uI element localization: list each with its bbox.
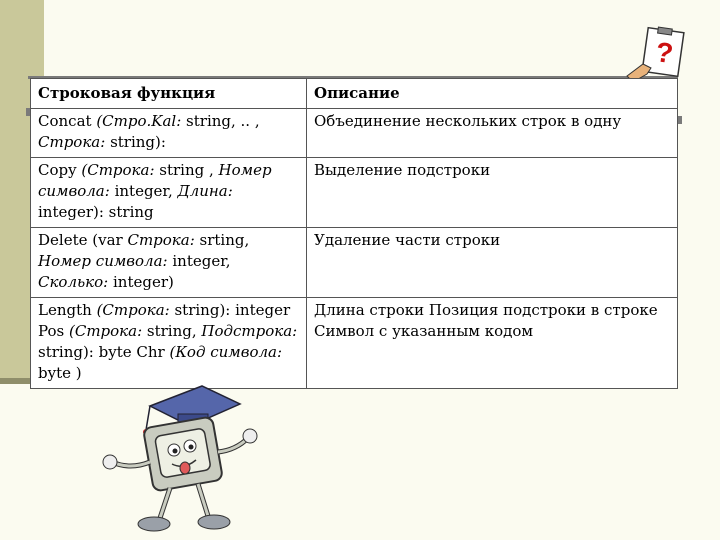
signature-fragment: srting, <box>199 231 250 249</box>
signature-fragment: Строка: <box>127 231 200 249</box>
signature-fragment: Concat <box>38 112 97 130</box>
signature-fragment: (Строка: <box>81 161 160 179</box>
table-row <box>31 109 678 158</box>
description-cell <box>307 228 678 298</box>
description-cell <box>307 109 678 158</box>
description-cell <box>307 158 678 228</box>
signature-fragment: string, .. , <box>186 112 260 130</box>
signature-fragment: integer): string <box>38 203 154 221</box>
signature-fragment: Copy <box>38 161 82 179</box>
header-function: Строковая функция <box>31 79 307 109</box>
signature-fragment: (Строка: <box>68 322 147 340</box>
signature-fragment: string, <box>146 322 202 340</box>
function-signature-cell <box>31 298 307 389</box>
description-text: Выделение подстроки <box>314 161 491 179</box>
header-description: Описание <box>307 79 678 109</box>
svg-text:?: ? <box>653 36 676 70</box>
signature-fragment: byte ) <box>38 364 82 382</box>
clipboard-question-icon <box>625 26 687 84</box>
signature-fragment: Length <box>38 301 97 319</box>
signature-fragment: string): <box>110 133 166 151</box>
description-cell <box>307 298 678 389</box>
signature-fragment: Сколько: <box>38 273 113 291</box>
signature-fragment: (Строка: <box>96 301 175 319</box>
signature-fragment: string , <box>159 161 219 179</box>
signature-fragment: Delete (var <box>38 231 128 249</box>
table-row <box>31 298 678 389</box>
description-text: Удаление части строки <box>314 231 501 249</box>
signature-fragment: Строка: <box>38 133 111 151</box>
function-signature-cell <box>31 228 307 298</box>
signature-fragment: Подстрока: <box>201 322 298 340</box>
function-signature-cell <box>31 158 307 228</box>
signature-fragment: (Код символа: <box>169 343 283 361</box>
signature-fragment: Длина: <box>177 182 233 200</box>
signature-fragment: integer) <box>113 273 174 291</box>
signature-fragment: string): integer Pos <box>38 301 291 340</box>
signature-fragment: Номер символа: <box>38 161 272 200</box>
string-functions-table <box>30 78 678 389</box>
table-header-row <box>31 79 678 109</box>
table-row <box>31 228 678 298</box>
computer-mascot-graduate-icon <box>90 378 290 538</box>
signature-fragment: integer, <box>114 182 178 200</box>
table-row <box>31 158 678 228</box>
function-signature-cell <box>31 109 307 158</box>
description-text: Объединение нескольких строк в одну <box>314 112 622 130</box>
signature-fragment: Номер символа: <box>38 252 173 270</box>
signature-fragment: (Стро.Kal: <box>96 112 187 130</box>
signature-fragment: string): byte Chr <box>38 343 170 361</box>
description-text: Длина строки Позиция подстроки в строке Символ с указанным кодом <box>314 301 658 340</box>
signature-fragment: integer, <box>172 252 231 270</box>
